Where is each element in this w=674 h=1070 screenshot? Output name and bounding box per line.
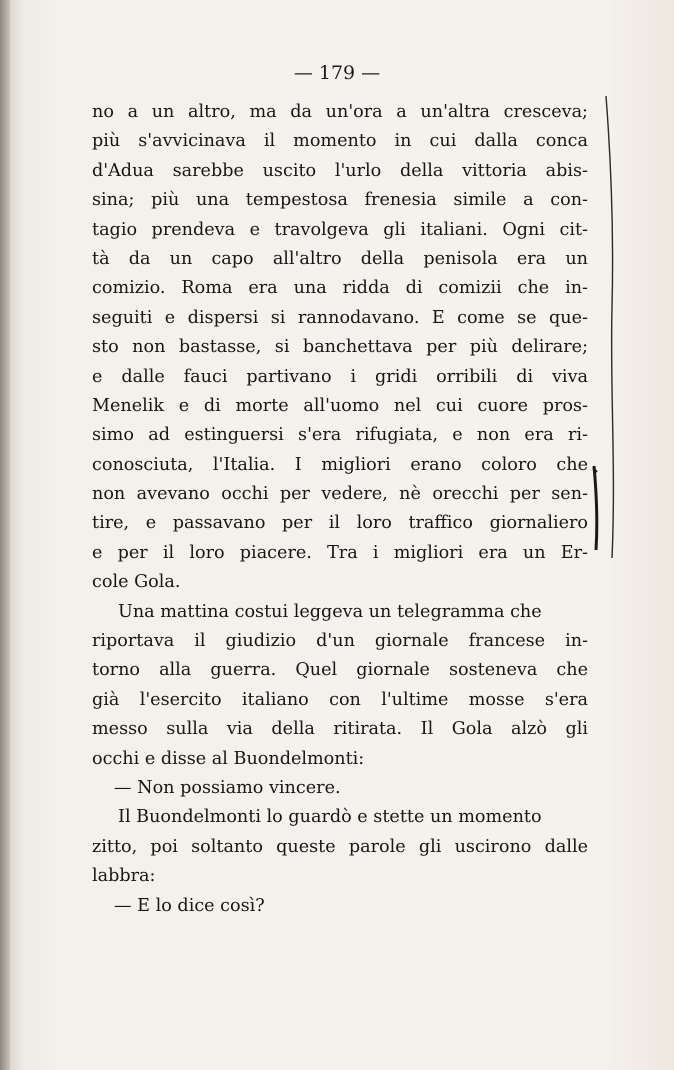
text-line: tà da un capo all'altro della penisola era un	[92, 248, 588, 269]
text-line: riportava il giudizio d'un giornale francese in-	[92, 631, 588, 652]
margin-annotation-mark	[590, 88, 630, 588]
text-line: cole Gola.	[92, 572, 181, 593]
text-line: torno alla guerra. Quel giornale sosteneva che	[92, 660, 588, 681]
text-line: conosciuta, l'Italia. I migliori erano coloro che	[92, 454, 588, 475]
text-line: occhi e disse al Buondelmonti:	[92, 748, 365, 769]
text-line: Menelik e di morte all'uomo nel cui cuore pros-	[92, 395, 588, 416]
text-line: sto non bastasse, si banchettava per più delirare;	[92, 337, 588, 358]
text-line: Una mattina costui leggeva un telegramma che	[118, 601, 542, 622]
text-line: seguiti e dispersi si rannodavano. E come se que-	[92, 307, 588, 328]
text-line: — Non possiamo vincere.	[114, 777, 341, 798]
body-text	[92, 98, 588, 921]
text-line: e dalle fauci partivano i gridi orribili di viva	[92, 366, 588, 387]
text-line: messo sulla via della ritirata. Il Gola alzò gli	[92, 719, 588, 740]
text-line: e per il loro piacere. Tra i migliori era un Er-	[92, 542, 588, 563]
text-line: simo ad estinguersi s'era rifugiata, e non era ri-	[92, 425, 588, 446]
page-number: — 179 —	[293, 62, 381, 84]
text-line: tire, e passavano per il loro traffico giornaliero	[92, 513, 588, 534]
text-line: Il Buondelmonti lo guardò e stette un momento	[118, 807, 542, 828]
text-line: no a un altro, ma da un'ora a un'altra cresceva;	[92, 102, 588, 122]
text-line: più s'avvicinava il momento in cui dalla conca	[92, 131, 588, 152]
text-line: già l'esercito italiano con l'ultime mosse s'era	[92, 689, 588, 710]
text-line: d'Adua sarebbe uscito l'urlo della vittoria abis-	[92, 160, 588, 181]
text-line: tagio prendeva e travolgeva gli italiani. Ogni cit-	[92, 219, 588, 240]
text-line: non avevano occhi per vedere, nè orecchi per sen-	[92, 484, 588, 505]
text-line: zitto, poi soltanto queste parole gli uscirono dalle	[92, 836, 588, 857]
text-line: sina; più una tempestosa frenesia simile a con-	[92, 190, 588, 211]
text-line: — E lo dice così?	[114, 895, 265, 916]
text-line: labbra:	[92, 866, 156, 887]
binding-edge	[0, 0, 10, 1070]
text-line: comizio. Roma era una ridda di comizii che in-	[92, 278, 588, 299]
